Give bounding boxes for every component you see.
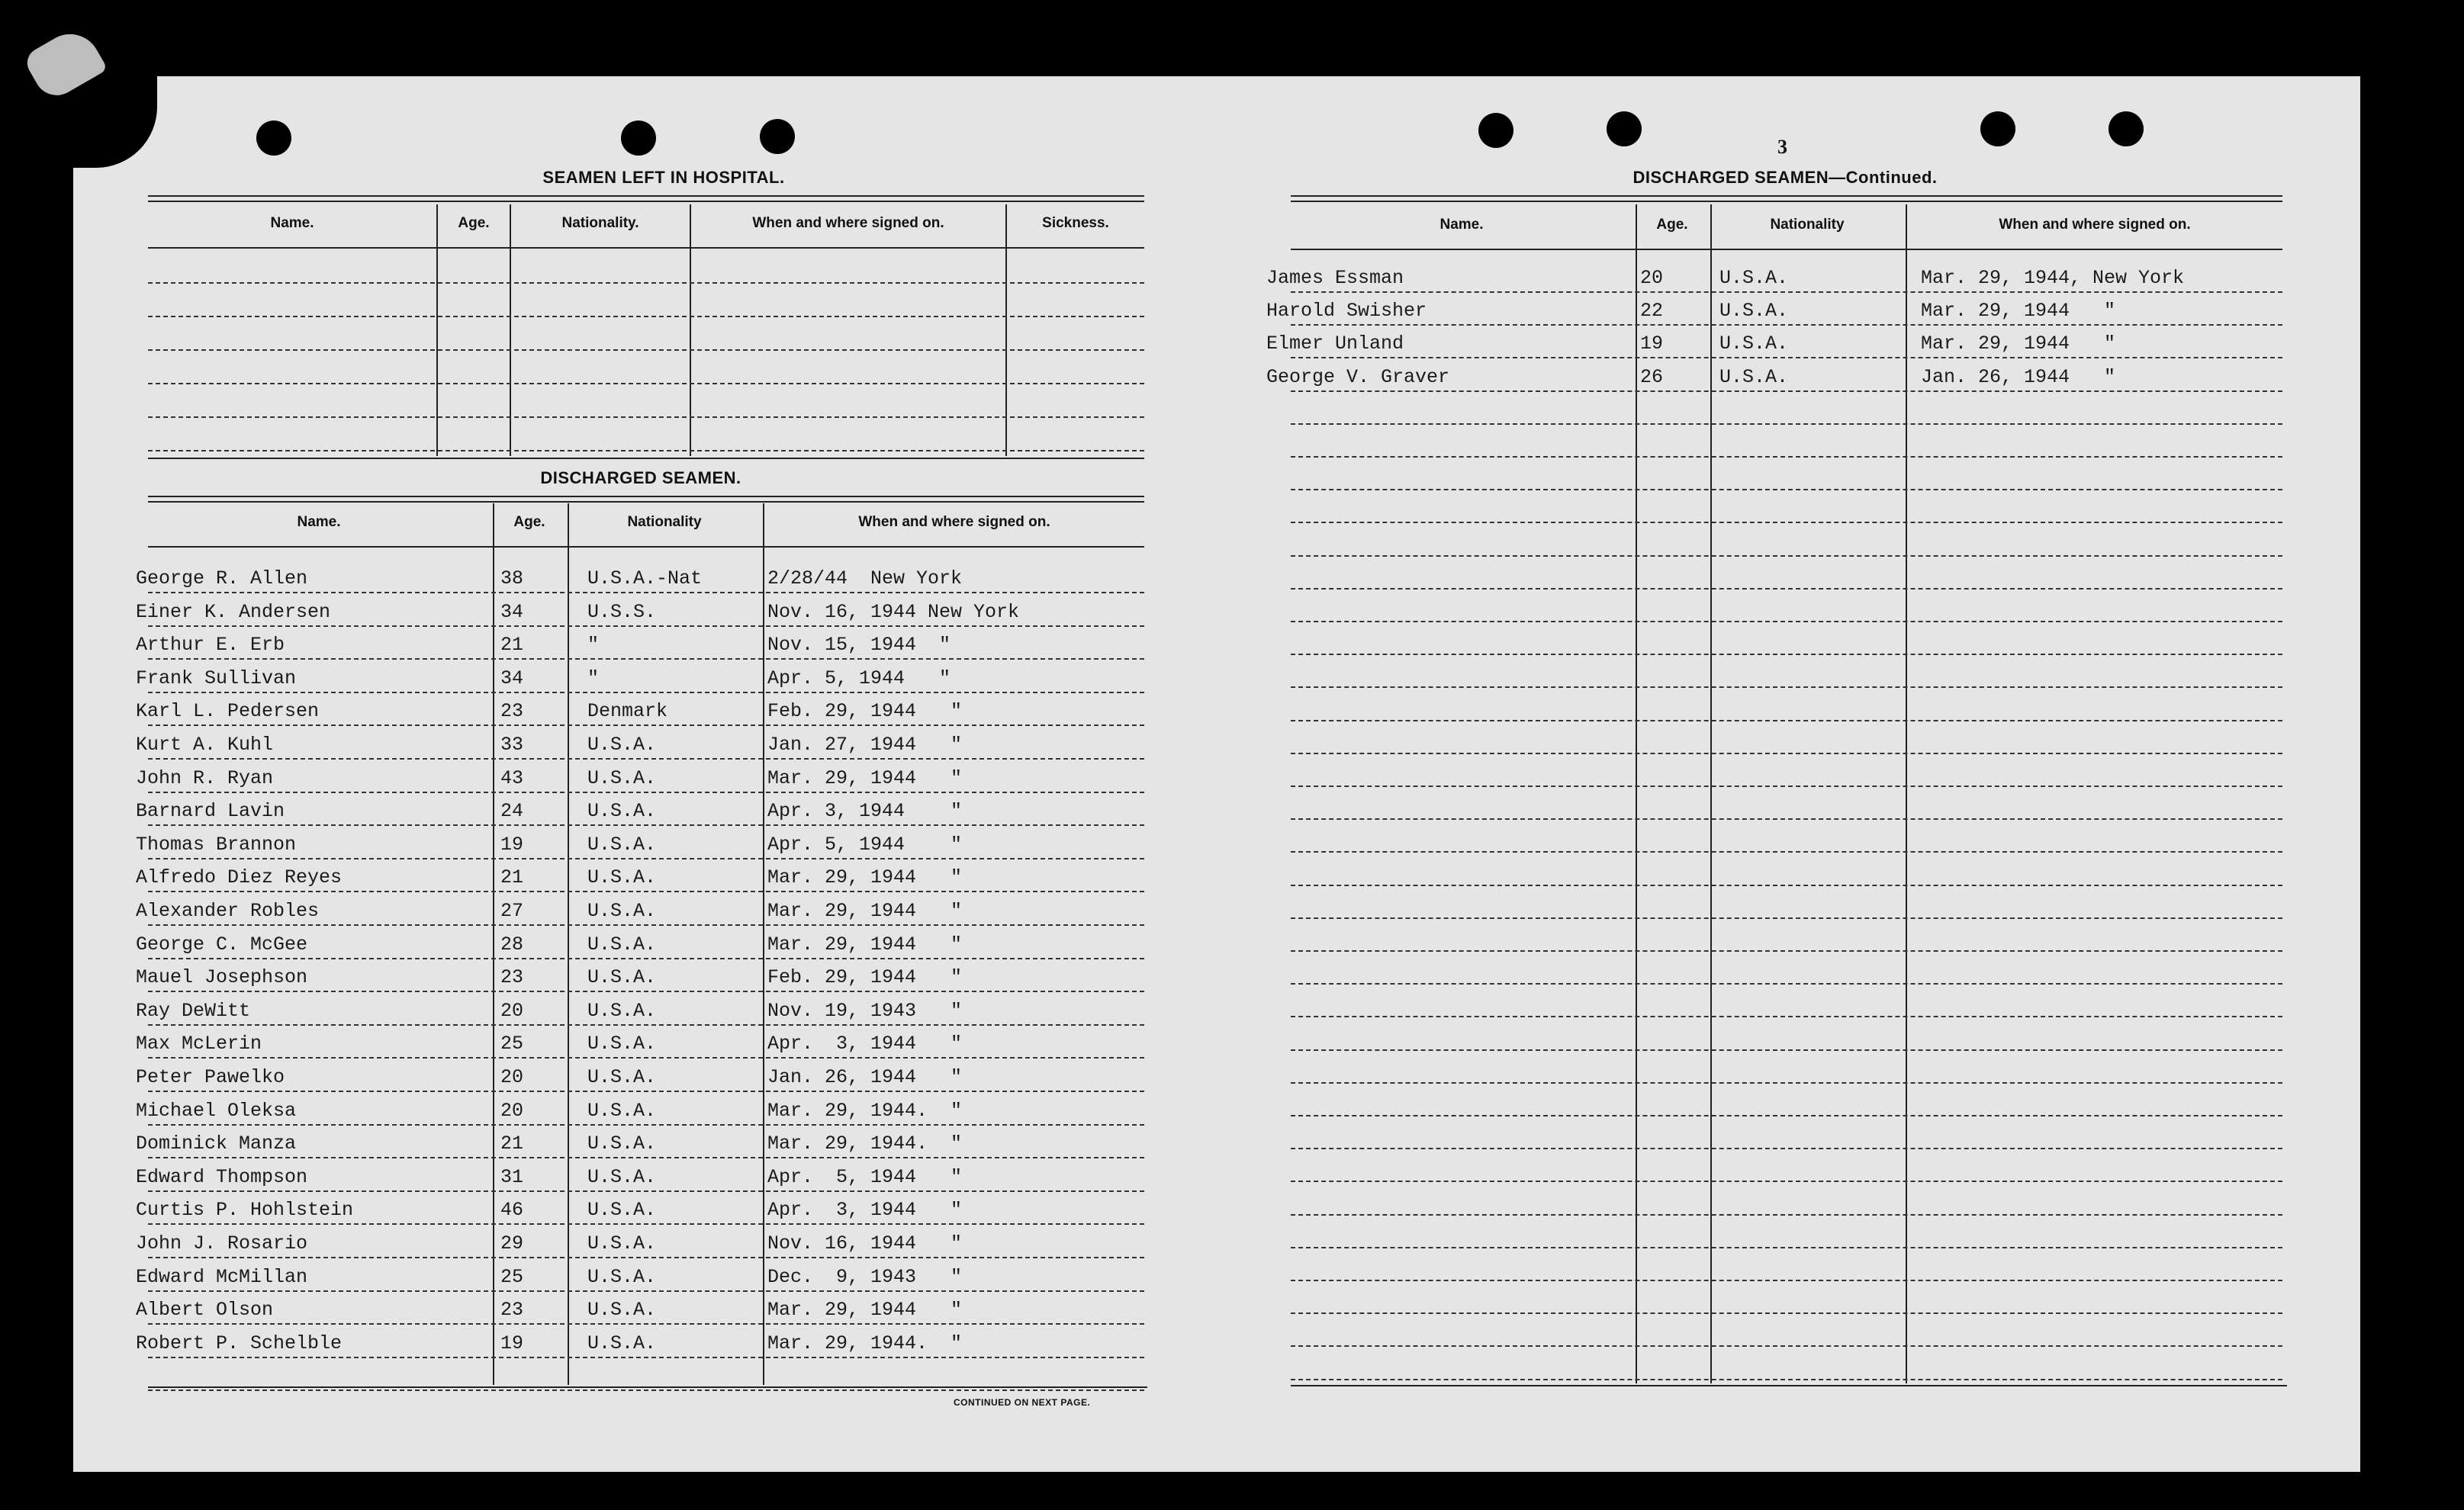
ruled-line xyxy=(1291,917,2282,919)
continued-col-divider xyxy=(1710,204,1712,1383)
seaman-nationality: U.S.A. xyxy=(587,1000,657,1022)
hospital-top-rule xyxy=(148,195,1144,202)
seaman-signed-on: Mar. 29, 1944 " xyxy=(767,933,963,956)
seaman-age: 28 xyxy=(500,933,524,956)
seaman-nationality: U.S.A. xyxy=(587,1232,657,1255)
seaman-nationality: U.S.A. xyxy=(587,1100,657,1122)
ruled-line xyxy=(1291,1312,2282,1314)
continued-note: CONTINUED ON NEXT PAGE. xyxy=(954,1397,1091,1408)
hospital-col-divider xyxy=(436,204,438,456)
seaman-signed-on: Mar. 29, 1944. " xyxy=(767,1132,963,1155)
seaman-age: 19 xyxy=(1640,333,1664,355)
punch-hole xyxy=(1478,113,1513,148)
seaman-name: Ray DeWitt xyxy=(136,1000,251,1022)
seaman-name: Max McLerin xyxy=(136,1033,262,1055)
seaman-age: 20 xyxy=(500,1100,524,1122)
ruled-line xyxy=(1291,489,2282,490)
seaman-signed-on: Apr. 5, 1944 " xyxy=(767,667,951,689)
continued-header-age: Age. xyxy=(1656,217,1688,233)
seaman-name: Harold Swisher xyxy=(1266,300,1427,322)
ruled-line xyxy=(1291,851,2282,853)
ruled-line xyxy=(148,1024,1144,1026)
seaman-name: Albert Olson xyxy=(136,1299,274,1321)
seaman-signed-on: Feb. 29, 1944 " xyxy=(767,966,963,988)
seaman-signed-on: Apr. 5, 1944 " xyxy=(767,834,963,856)
seaman-nationality: U.S.A. xyxy=(587,767,657,789)
ruled-line xyxy=(1291,357,2282,358)
ruled-line xyxy=(148,858,1144,859)
seaman-name: Arthur E. Erb xyxy=(136,634,285,656)
seaman-signed-on: Mar. 29, 1944 " xyxy=(1921,333,2116,355)
seaman-signed-on: Mar. 29, 1944 " xyxy=(767,1299,963,1321)
ruled-line xyxy=(148,792,1144,793)
seaman-nationality: U.S.A. xyxy=(1719,300,1789,322)
seaman-name: Elmer Unland xyxy=(1266,333,1404,355)
seaman-name: Dominick Manza xyxy=(136,1132,297,1155)
seaman-name: Mauel Josephson xyxy=(136,966,308,988)
punch-hole xyxy=(1980,111,2015,146)
hospital-header-age: Age. xyxy=(458,215,490,231)
punch-hole xyxy=(1607,111,1642,146)
seaman-signed-on: Mar. 29, 1944, New York xyxy=(1921,267,2185,289)
ruled-line xyxy=(148,692,1144,693)
ruled-line xyxy=(1291,1280,2282,1281)
ruled-line xyxy=(148,349,1144,351)
seaman-nationality: U.S.S. xyxy=(587,601,657,623)
seaman-nationality: Denmark xyxy=(587,700,668,722)
ruled-line xyxy=(148,416,1144,418)
seaman-nationality: U.S.A. xyxy=(587,933,657,956)
hospital-col-divider xyxy=(690,204,691,456)
discharged-header-name: Name. xyxy=(297,514,341,530)
seaman-nationality: U.S.A. xyxy=(1719,366,1789,388)
seaman-name: George C. McGee xyxy=(136,933,308,956)
seaman-name: George R. Allen xyxy=(136,567,308,590)
discharged-col-divider xyxy=(568,503,569,1385)
hospital-header-nationality: Nationality. xyxy=(561,215,639,231)
seaman-name: Thomas Brannon xyxy=(136,834,297,856)
seaman-signed-on: Mar. 29, 1944. " xyxy=(767,1332,963,1354)
ruled-line xyxy=(1291,818,2282,820)
page-number: 3 xyxy=(1777,136,1787,158)
seaman-nationality: U.S.A. xyxy=(587,834,657,856)
seaman-signed-on: Jan. 27, 1944 " xyxy=(767,734,963,756)
ruled-line xyxy=(148,1057,1144,1059)
seaman-age: 20 xyxy=(500,1000,524,1022)
seaman-signed-on: Mar. 29, 1944 " xyxy=(767,900,963,922)
seaman-age: 24 xyxy=(500,800,524,822)
seaman-nationality: U.S.A. xyxy=(587,1332,657,1354)
ruled-line xyxy=(148,1124,1144,1126)
ruled-line xyxy=(1291,950,2282,952)
ruled-line xyxy=(1291,1082,2282,1084)
ruled-line xyxy=(1291,1049,2282,1051)
seaman-signed-on: Jan. 26, 1944 " xyxy=(767,1066,963,1088)
seaman-signed-on: Apr. 3, 1944 " xyxy=(767,800,963,822)
ruled-line xyxy=(1291,1148,2282,1149)
seaman-name: John J. Rosario xyxy=(136,1232,308,1255)
ruled-line xyxy=(148,1357,1144,1358)
ruled-line xyxy=(148,924,1144,926)
ruled-line xyxy=(1291,1379,2282,1380)
ruled-line xyxy=(148,1290,1144,1292)
ruled-line xyxy=(1291,753,2282,754)
punch-hole xyxy=(2109,111,2144,146)
seaman-signed-on: Dec. 9, 1943 " xyxy=(767,1266,963,1288)
ruled-line xyxy=(148,450,1144,451)
ruled-line xyxy=(1291,1016,2282,1017)
seaman-nationality: U.S.A. xyxy=(587,1266,657,1288)
seaman-name: Robert P. Schelble xyxy=(136,1332,343,1354)
ruled-line xyxy=(1291,423,2282,425)
seaman-age: 34 xyxy=(500,601,524,623)
seaman-name: Michael Oleksa xyxy=(136,1100,297,1122)
seaman-age: 20 xyxy=(500,1066,524,1088)
hospital-header-signed: When and where signed on. xyxy=(752,215,944,231)
discharged-title: DISCHARGED SEAMEN. xyxy=(540,468,741,487)
seaman-age: 43 xyxy=(500,767,524,789)
seaman-signed-on: Apr. 3, 1944 " xyxy=(767,1199,963,1221)
discharged-col-divider xyxy=(493,503,494,1385)
seaman-age: 19 xyxy=(500,834,524,856)
ruled-line xyxy=(148,1323,1144,1325)
hospital-title: SEAMEN LEFT IN HOSPITAL. xyxy=(542,168,785,187)
ruled-line xyxy=(1291,686,2282,688)
ruled-line xyxy=(148,1257,1144,1258)
seaman-signed-on: Apr. 3, 1944 " xyxy=(767,1033,963,1055)
seaman-age: 20 xyxy=(1640,267,1664,289)
ruled-line xyxy=(1291,1247,2282,1248)
seaman-age: 21 xyxy=(500,1132,524,1155)
ruled-line xyxy=(148,724,1144,726)
continued-header-rule xyxy=(1291,249,2282,250)
ruled-line xyxy=(1291,522,2282,523)
seaman-name: Karl L. Pedersen xyxy=(136,700,320,722)
continued-header-name: Name. xyxy=(1439,217,1484,233)
seaman-age: 25 xyxy=(500,1033,524,1055)
seaman-signed-on: 2/28/44 New York xyxy=(767,567,963,590)
seaman-nationality: U.S.A. xyxy=(1719,333,1789,355)
seaman-nationality: U.S.A. xyxy=(587,1132,657,1155)
continued-col-divider xyxy=(1906,204,1907,1383)
ruled-line xyxy=(148,1390,1144,1391)
seaman-nationality: U.S.A. xyxy=(587,966,657,988)
seaman-signed-on: Feb. 29, 1944 " xyxy=(767,700,963,722)
seaman-signed-on: Nov. 16, 1944 New York xyxy=(767,601,1020,623)
seaman-nationality: U.S.A. xyxy=(587,800,657,822)
ruled-line xyxy=(1291,1345,2282,1347)
continued-header-signed: When and where signed on. xyxy=(1999,217,2191,233)
discharged-col-divider xyxy=(763,503,764,1385)
ruled-line xyxy=(1291,720,2282,721)
discharged-header-nationality: Nationality xyxy=(627,514,702,530)
seaman-age: 29 xyxy=(500,1232,524,1255)
ruled-line xyxy=(1291,621,2282,622)
ruled-line xyxy=(1291,786,2282,787)
ruled-line xyxy=(148,592,1144,593)
seaman-age: 25 xyxy=(500,1266,524,1288)
seaman-age: 23 xyxy=(500,1299,524,1321)
ruled-line xyxy=(148,625,1144,627)
discharged-bottom-rule xyxy=(148,1386,1147,1388)
ruled-line xyxy=(1291,456,2282,458)
ruled-line xyxy=(148,316,1144,317)
continued-header-nationality: Nationality xyxy=(1770,217,1845,233)
seaman-name: Alfredo Diez Reyes xyxy=(136,866,343,888)
seaman-name: Einer K. Andersen xyxy=(136,601,331,623)
seaman-nationality: U.S.A. xyxy=(587,900,657,922)
seaman-signed-on: Nov. 16, 1944 " xyxy=(767,1232,963,1255)
ruled-line xyxy=(148,991,1144,992)
hospital-header-name: Name. xyxy=(270,215,314,231)
ruled-line xyxy=(148,282,1144,284)
seaman-age: 33 xyxy=(500,734,524,756)
discharged-header-rule xyxy=(148,546,1144,548)
discharged-top-rule xyxy=(148,496,1144,503)
seaman-age: 38 xyxy=(500,567,524,590)
continued-col-divider xyxy=(1636,204,1637,1383)
ruled-line xyxy=(1291,1181,2282,1182)
continued-bottom-rule xyxy=(1291,1385,2287,1386)
seaman-nationality: U.S.A. xyxy=(587,1166,657,1188)
seaman-name: George V. Graver xyxy=(1266,366,1450,388)
seaman-name: James Essman xyxy=(1266,267,1404,289)
ruled-line xyxy=(1291,390,2282,392)
ruled-line xyxy=(148,1091,1144,1092)
seaman-age: 21 xyxy=(500,634,524,656)
seaman-age: 27 xyxy=(500,900,524,922)
discharged-header-signed: When and where signed on. xyxy=(858,514,1050,530)
seaman-nationality: " xyxy=(587,667,600,689)
ruled-line xyxy=(148,383,1144,384)
ruled-line xyxy=(148,824,1144,826)
seaman-signed-on: Jan. 26, 1944 " xyxy=(1921,366,2116,388)
seaman-nationality: U.S.A. xyxy=(587,1199,657,1221)
hospital-header-sickness: Sickness. xyxy=(1042,215,1109,231)
ruled-line xyxy=(1291,291,2282,293)
seaman-name: Alexander Robles xyxy=(136,900,320,922)
seaman-age: 46 xyxy=(500,1199,524,1221)
ruled-line xyxy=(1291,885,2282,886)
seaman-signed-on: Nov. 15, 1944 " xyxy=(767,634,951,656)
ruled-line xyxy=(148,958,1144,959)
seaman-signed-on: Mar. 29, 1944 " xyxy=(1921,300,2116,322)
seaman-name: Peter Pawelko xyxy=(136,1066,285,1088)
hospital-bottom-rule xyxy=(148,458,1144,459)
continued-title: DISCHARGED SEAMEN—Continued. xyxy=(1632,168,1938,187)
seaman-nationality: U.S.A.-Nat xyxy=(587,567,703,590)
ruled-line xyxy=(148,1157,1144,1158)
seaman-name: Edward McMillan xyxy=(136,1266,308,1288)
seaman-age: 21 xyxy=(500,866,524,888)
ruled-line xyxy=(148,1190,1144,1192)
seaman-age: 22 xyxy=(1640,300,1664,322)
seaman-nationality: U.S.A. xyxy=(587,1299,657,1321)
seaman-nationality: U.S.A. xyxy=(587,1033,657,1055)
seaman-name: Curtis P. Hohlstein xyxy=(136,1199,354,1221)
punch-hole xyxy=(760,119,795,154)
hospital-header-rule xyxy=(148,247,1144,249)
seaman-name: Edward Thompson xyxy=(136,1166,308,1188)
seaman-name: Barnard Lavin xyxy=(136,800,285,822)
ruled-line xyxy=(1291,588,2282,590)
continued-top-rule xyxy=(1291,195,2282,202)
seaman-signed-on: Nov. 19, 1943 " xyxy=(767,1000,963,1022)
ruled-line xyxy=(148,658,1144,660)
seaman-nationality: U.S.A. xyxy=(587,1066,657,1088)
seaman-age: 26 xyxy=(1640,366,1664,388)
seaman-name: Frank Sullivan xyxy=(136,667,297,689)
ruled-line xyxy=(148,891,1144,892)
punch-hole xyxy=(621,120,656,156)
ruled-line xyxy=(1291,983,2282,985)
seaman-age: 23 xyxy=(500,700,524,722)
seaman-age: 31 xyxy=(500,1166,524,1188)
ruled-line xyxy=(1291,324,2282,326)
ruled-line xyxy=(1291,555,2282,557)
seaman-signed-on: Mar. 29, 1944 " xyxy=(767,767,963,789)
ruled-line xyxy=(1291,1115,2282,1116)
ruled-line xyxy=(1291,1214,2282,1216)
ruled-line xyxy=(148,1223,1144,1225)
seaman-signed-on: Apr. 5, 1944 " xyxy=(767,1166,963,1188)
hospital-col-divider xyxy=(510,204,511,456)
ruled-line xyxy=(1291,654,2282,655)
seaman-signed-on: Mar. 29, 1944. " xyxy=(767,1100,963,1122)
hospital-col-divider xyxy=(1005,204,1007,456)
seaman-name: Kurt A. Kuhl xyxy=(136,734,274,756)
seaman-nationality: U.S.A. xyxy=(587,734,657,756)
punch-hole xyxy=(256,120,291,156)
seaman-age: 34 xyxy=(500,667,524,689)
seaman-nationality: U.S.A. xyxy=(587,866,657,888)
seaman-nationality: " xyxy=(587,634,600,656)
seaman-signed-on: Mar. 29, 1944 " xyxy=(767,866,963,888)
ruled-line xyxy=(148,758,1144,760)
seaman-age: 23 xyxy=(500,966,524,988)
seaman-name: John R. Ryan xyxy=(136,767,274,789)
seaman-nationality: U.S.A. xyxy=(1719,267,1789,289)
seaman-age: 19 xyxy=(500,1332,524,1354)
discharged-header-age: Age. xyxy=(513,514,545,530)
